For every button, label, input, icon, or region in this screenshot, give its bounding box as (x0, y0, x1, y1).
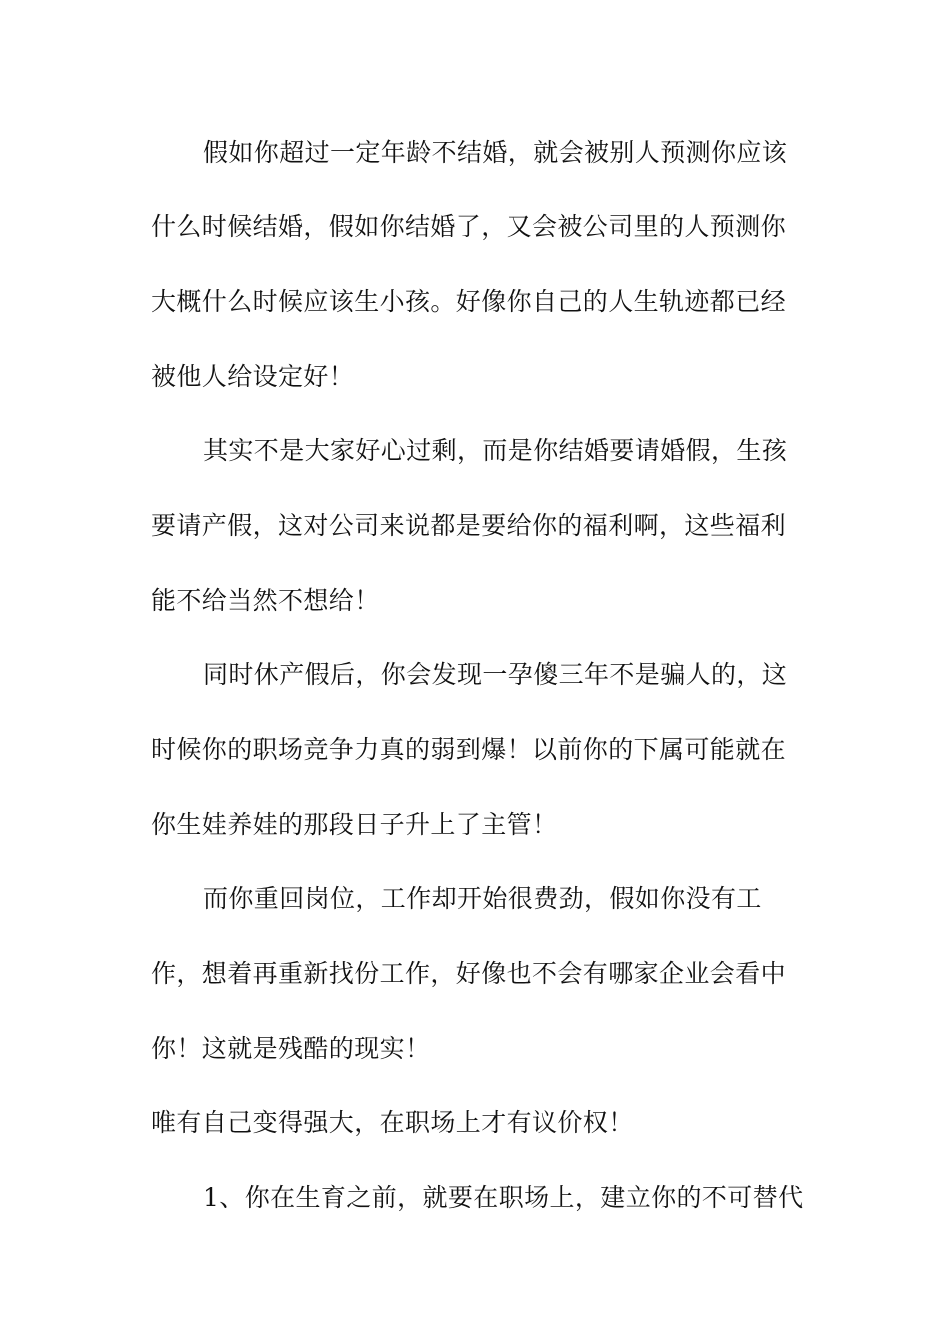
paragraph-2-line-3: 能不给当然不想给！ (151, 586, 380, 615)
paragraph-1-line-1: 假如你超过一定年龄不结婚，就会被别人预测你应该 (203, 138, 788, 167)
paragraph-3-line-1: 同时休产假后，你会发现一孕傻三年不是骗人的，这 (203, 660, 788, 689)
paragraph-2-line-2: 要请产假，这对公司来说都是要给你的福利啊，这些福利 (151, 511, 787, 540)
paragraph-1-line-2: 什么时候结婚，假如你结婚了，又会被公司里的人预测你 (151, 212, 787, 241)
paragraph-5-line-1: 唯有自己变得强大，在职场上才有议价权！ (151, 1108, 634, 1137)
paragraph-1-line-3: 大概什么时候应该生小孩。好像你自己的人生轨迹都已经 (151, 287, 787, 316)
paragraph-4-line-3: 你！这就是残酷的现实！ (151, 1034, 431, 1063)
paragraph-3-line-3: 你生娃养娃的那段日子升上了主管！ (151, 810, 558, 839)
paragraph-4-line-1: 而你重回岗位，工作却开始很费劲，假如你没有工 (203, 884, 762, 913)
paragraph-3-line-2: 时候你的职场竞争力真的弱到爆！以前你的下属可能就在 (151, 735, 787, 764)
paragraph-1-line-4: 被他人给设定好！ (151, 362, 355, 391)
paragraph-4-line-2: 作，想着再重新找份工作，好像也不会有哪家企业会看中 (151, 959, 787, 988)
paragraph-2-line-1: 其实不是大家好心过剩，而是你结婚要请婚假，生孩 (203, 436, 788, 465)
paragraph-6-line-1: 1、你在生育之前，就要在职场上，建立你的不可替代 (203, 1183, 804, 1212)
